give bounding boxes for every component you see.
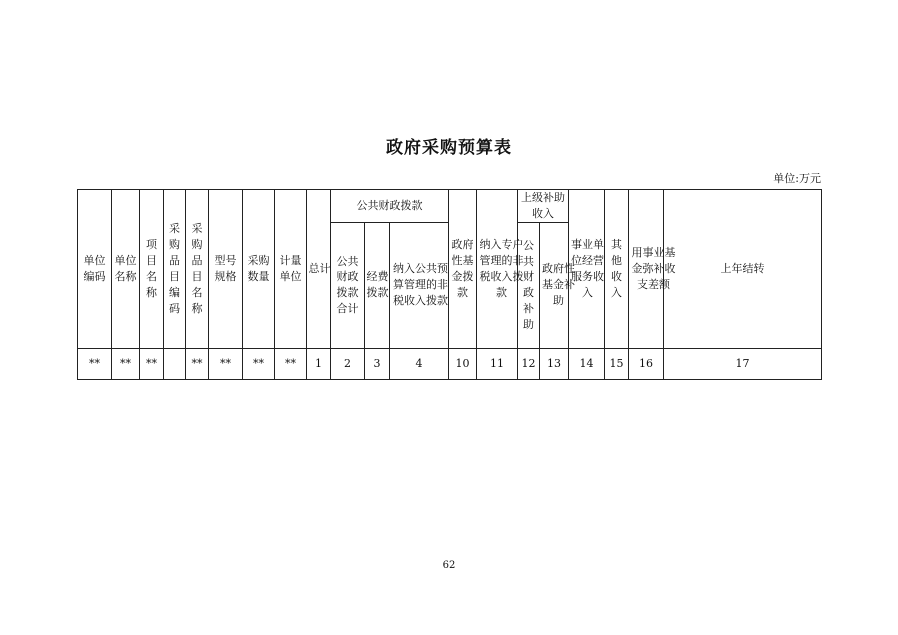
table-cell: 4: [390, 348, 449, 379]
header-nontax-in-budget: 纳入公共预算管理的非税收入拨款: [390, 222, 449, 348]
header-fund-gap: 用事业基金弥补收支差额: [629, 190, 664, 349]
header-item-code: 采购品目编码: [164, 190, 186, 349]
table-cell: **: [275, 348, 307, 379]
procurement-budget-table: [77, 189, 822, 380]
header-project-name: 项目名称: [140, 190, 164, 349]
table-cell: 17: [664, 348, 822, 379]
header-expense-allocation: 经费拨款: [365, 222, 390, 348]
header-model-spec: 型号规格: [209, 190, 243, 349]
header-item-name: 采购品目名称: [186, 190, 209, 349]
table-cell: 13: [540, 348, 569, 379]
header-business-income: 事业单位经营服务收入: [569, 190, 605, 349]
table-cell: 2: [331, 348, 365, 379]
header-upper-subsidy: 上级补助收入: [518, 190, 569, 223]
table-cell: [164, 348, 186, 379]
header-public-finance-subsidy: 公共财政补助: [518, 222, 540, 348]
table-cell: 3: [365, 348, 390, 379]
table-cell: 1: [307, 348, 331, 379]
header-carryover: 上年结转: [664, 190, 822, 349]
table-cell: **: [112, 348, 140, 379]
table-cell: 12: [518, 348, 540, 379]
table-cell: **: [243, 348, 275, 379]
header-total: 总计: [307, 190, 331, 349]
table-cell: 15: [605, 348, 629, 379]
table-cell: **: [78, 348, 112, 379]
header-quantity: 采购数量: [243, 190, 275, 349]
table-cell: 10: [449, 348, 477, 379]
header-public-finance: 公共财政拨款: [331, 190, 449, 223]
table-cell: 16: [629, 348, 664, 379]
page-number: 62: [442, 560, 456, 571]
table-cell: **: [186, 348, 209, 379]
unit-label: 单位:万元: [773, 172, 821, 185]
table-cell: **: [209, 348, 243, 379]
table-cell: 14: [569, 348, 605, 379]
header-gov-fund: 政府性基金拨款: [449, 190, 477, 349]
header-special-nontax: 纳入专户管理的非税收入拨款: [477, 190, 518, 349]
header-unit-name: 单位名称: [112, 190, 140, 349]
page-title: 政府采购预算表: [386, 138, 512, 158]
header-other-income: 其他收入: [605, 190, 629, 349]
header-gov-fund-subsidy: 政府性基金补助: [540, 222, 569, 348]
header-unit-code: 单位编码: [78, 190, 112, 349]
table-row: [78, 348, 822, 379]
table-cell: 11: [477, 348, 518, 379]
header-public-finance-total: 公共财政拨款合计: [331, 222, 365, 348]
table-cell: **: [140, 348, 164, 379]
header-measure-unit: 计量单位: [275, 190, 307, 349]
